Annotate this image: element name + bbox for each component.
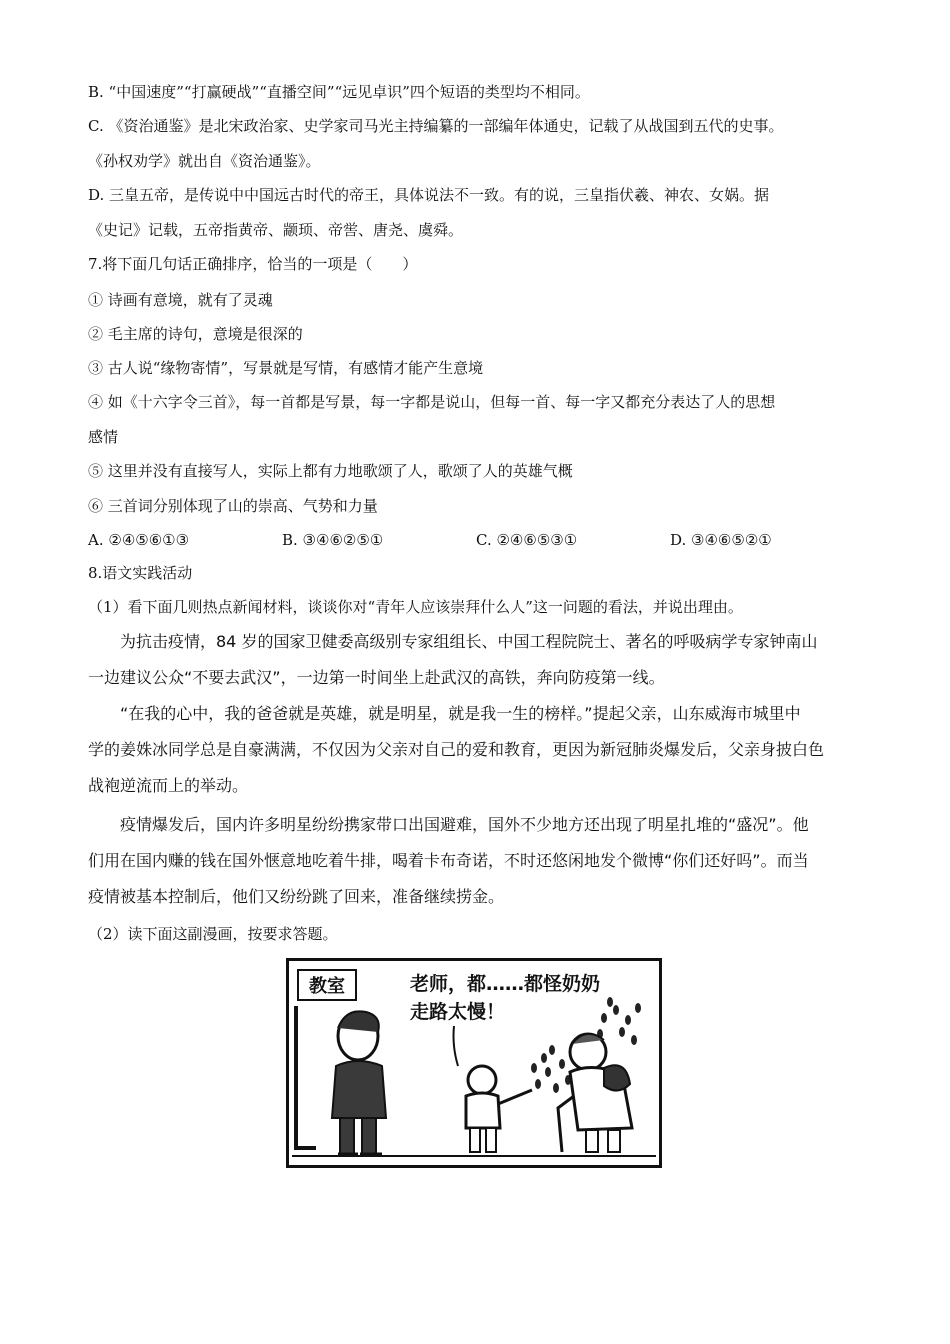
q7-option-d: D. ③④⑥⑤②① [670, 531, 772, 549]
news-1-line1: 为抗击疫情，84 岁的国家卫健委高级别专家组组长、中国工程院院士、著名的呼吸病学专家钟南山 [120, 632, 818, 651]
cartoon-drawing [286, 958, 662, 1168]
q8-stem: 8.语文实践活动 [88, 564, 193, 582]
news-3-line2: 们用在国内赚的钱在国外惬意地吃着牛排，喝着卡布奇诺，不时还悠闲地发个微博“你们还好吗”。而当 [88, 851, 809, 870]
sign-text: 教室 [309, 976, 345, 997]
q7-option-a: A. ②④⑤⑥①③ [88, 531, 190, 549]
news-3-line1: 疫情爆发后，国内许多明星纷纷携家带口出国避难，国外不少地方还出现了明星扎堆的“盛况”。他 [120, 815, 809, 834]
q7-sentence-3: ③ 古人说“缘物寄情”，写景就是写情，有感情才能产生意境 [88, 359, 484, 377]
q7-sentence-6: ⑥ 三首词分别体现了山的崇高、气势和力量 [88, 497, 378, 515]
q6-option-d-line2: 《史记》记载，五帝指黄帝、颛顼、帝喾、唐尧、虞舜。 [88, 221, 464, 239]
q7-sentence-5: ⑤ 这里并没有直接写人，实际上都有力地歌颂了人，歌颂了人的英雄气概 [88, 462, 573, 480]
news-2-line2: 学的姜姝冰同学总是自豪满满，不仅因为父亲对自己的爱和教育，更因为新冠肺炎爆发后，父亲身披白色 [88, 740, 825, 759]
q7-option-b: B. ③④⑥②⑤① [282, 531, 384, 549]
q7-sentence-4-line2: 感情 [88, 428, 119, 446]
news-1-line2: 一边建议公众“不要去武汉”，一边第一时间坐上赴武汉的高铁，奔向防疫第一线。 [88, 668, 665, 687]
q7-sentence-2: ② 毛主席的诗句，意境是很深的 [88, 325, 303, 343]
news-3-line3: 疫情被基本控制后，他们又纷纷跳了回来，准备继续捞金。 [88, 887, 505, 906]
q7-sentence-4-line1: ④ 如《十六字令三首》，每一首都是写景，每一字都是说山，但每一首、每一字又都充分表达了人的思想 [88, 393, 776, 411]
news-2-line1: “在我的心中，我的爸爸就是英雄，就是明星，就是我一生的榜样。”提起父亲，山东威海市城里中 [120, 704, 801, 723]
speech-line-1: 老师，都……都怪奶奶 [410, 973, 601, 995]
q7-option-c: C. ②④⑥⑤③① [476, 531, 578, 549]
news-2-line3: 战袍逆流而上的举动。 [88, 776, 249, 795]
q6-option-c-line2: 《孙权劝学》就出自《资治通鉴》。 [88, 152, 321, 170]
q6-option-b: B. “中国速度”“打赢硬战”“直播空间”“远见卓识”四个短语的类型均不相同。 [88, 83, 590, 101]
cartoon-image [286, 958, 662, 1168]
q6-option-c-line1: C. 《资治通鉴》是北宋政治家、史学家司马光主持编纂的一部编年体通史，记载了从战国到五代的史事。 [88, 117, 784, 135]
q8-part1-prompt: （1）看下面几则热点新闻材料，谈谈你对“青年人应该崇拜什么人”这一问题的看法，并说出理由。 [88, 598, 743, 616]
q8-part2-prompt: （2）读下面这副漫画，按要求答题。 [88, 925, 338, 943]
q6-option-d-line1: D. 三皇五帝，是传说中中国远古时代的帝王，具体说法不一致。有的说，三皇指伏羲、神农、女娲。据 [88, 186, 770, 204]
speech-line-2: 走路太慢！ [410, 1001, 506, 1023]
q7-stem: 7.将下面几句话正确排序，恰当的一项是（ ） [88, 255, 418, 273]
q7-sentence-1: ① 诗画有意境，就有了灵魂 [88, 291, 273, 309]
